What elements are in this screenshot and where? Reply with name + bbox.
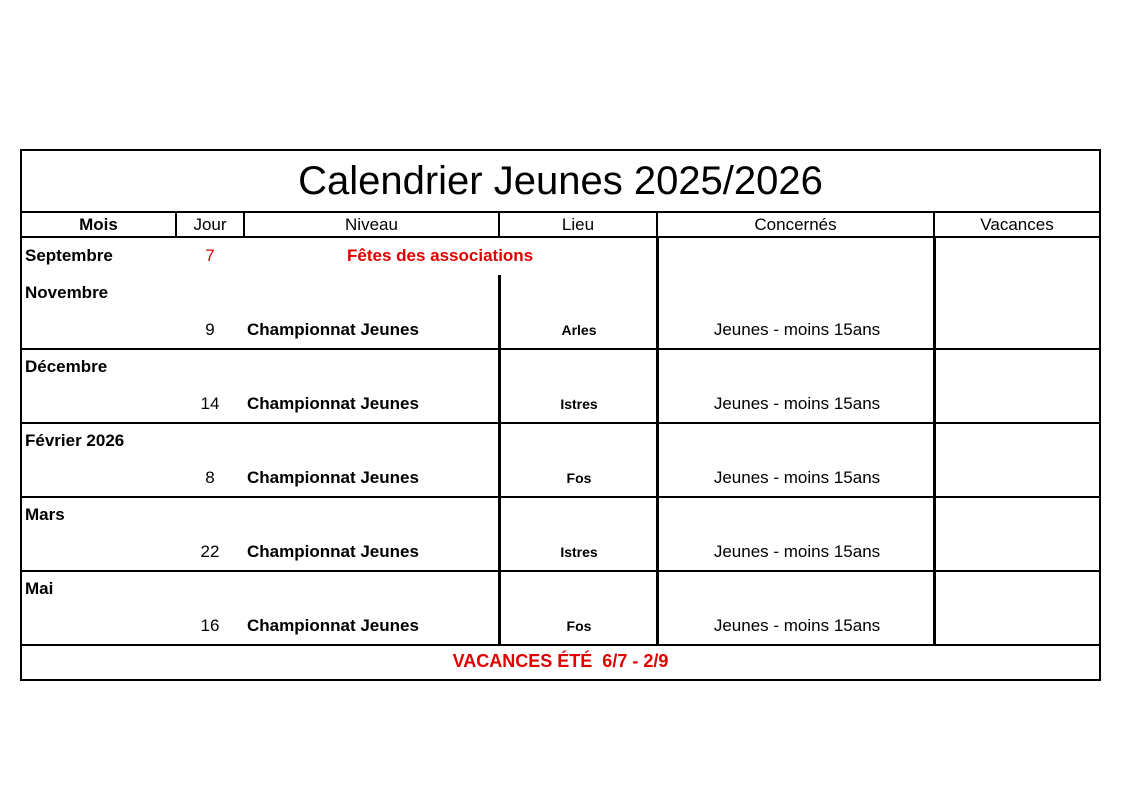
row-divider <box>22 348 1099 350</box>
row-divider <box>22 570 1099 572</box>
concernes-left-border <box>656 238 659 644</box>
row-divider <box>22 496 1099 498</box>
lieu-value: Fos <box>566 618 592 634</box>
day-value: 22 <box>200 542 220 561</box>
lieu-value: Istres <box>560 396 598 412</box>
concernes-value: Jeunes - moins 15ans <box>713 394 881 413</box>
day-value: 9 <box>205 320 215 339</box>
col-header-mois: Mois <box>22 213 177 236</box>
day-value: 8 <box>205 468 215 487</box>
lieu-value: Fos <box>566 470 592 486</box>
concernes-value: Jeunes - moins 15ans <box>713 616 881 635</box>
lieu-value: Arles <box>561 322 597 338</box>
day-value: 16 <box>200 616 220 635</box>
event-label: Fêtes des associations <box>347 246 534 265</box>
niveau-value: Championnat Jeunes <box>247 468 419 487</box>
col-header-vacances: Vacances <box>980 214 1054 234</box>
concernes-value: Jeunes - moins 15ans <box>713 468 881 487</box>
summer-vacation-banner: VACANCES ÉTÉ 6/7 - 2/9 <box>452 651 669 671</box>
niveau-value: Championnat Jeunes <box>247 320 419 339</box>
page-title: Calendrier Jeunes 2025/2026 <box>22 151 1099 213</box>
calendar-table <box>20 149 1101 681</box>
day-value: 14 <box>200 394 220 413</box>
header-row <box>22 213 1099 238</box>
lieu-value: Istres <box>560 544 598 560</box>
month-label: Septembre <box>25 246 113 265</box>
concernes-value: Jeunes - moins 15ans <box>713 542 881 561</box>
vacances-left-border <box>933 238 936 644</box>
month-label: Février 2026 <box>25 431 125 450</box>
month-label: Décembre <box>25 357 108 376</box>
col-header-lieu: Lieu <box>500 213 658 236</box>
row-divider <box>22 422 1099 424</box>
niveau-value: Championnat Jeunes <box>247 616 419 635</box>
niveau-value: Championnat Jeunes <box>247 542 419 561</box>
concernes-value: Jeunes - moins 15ans <box>713 320 881 339</box>
col-header-concernes: Concernés <box>658 213 935 236</box>
month-label: Mai <box>25 579 54 598</box>
day-value: 7 <box>205 246 215 265</box>
niveau-value: Championnat Jeunes <box>247 394 419 413</box>
col-header-jour: Jour <box>177 213 245 236</box>
col-header-niveau: Niveau <box>245 213 500 236</box>
month-label: Novembre <box>25 283 109 302</box>
month-label: Mars <box>25 505 65 524</box>
